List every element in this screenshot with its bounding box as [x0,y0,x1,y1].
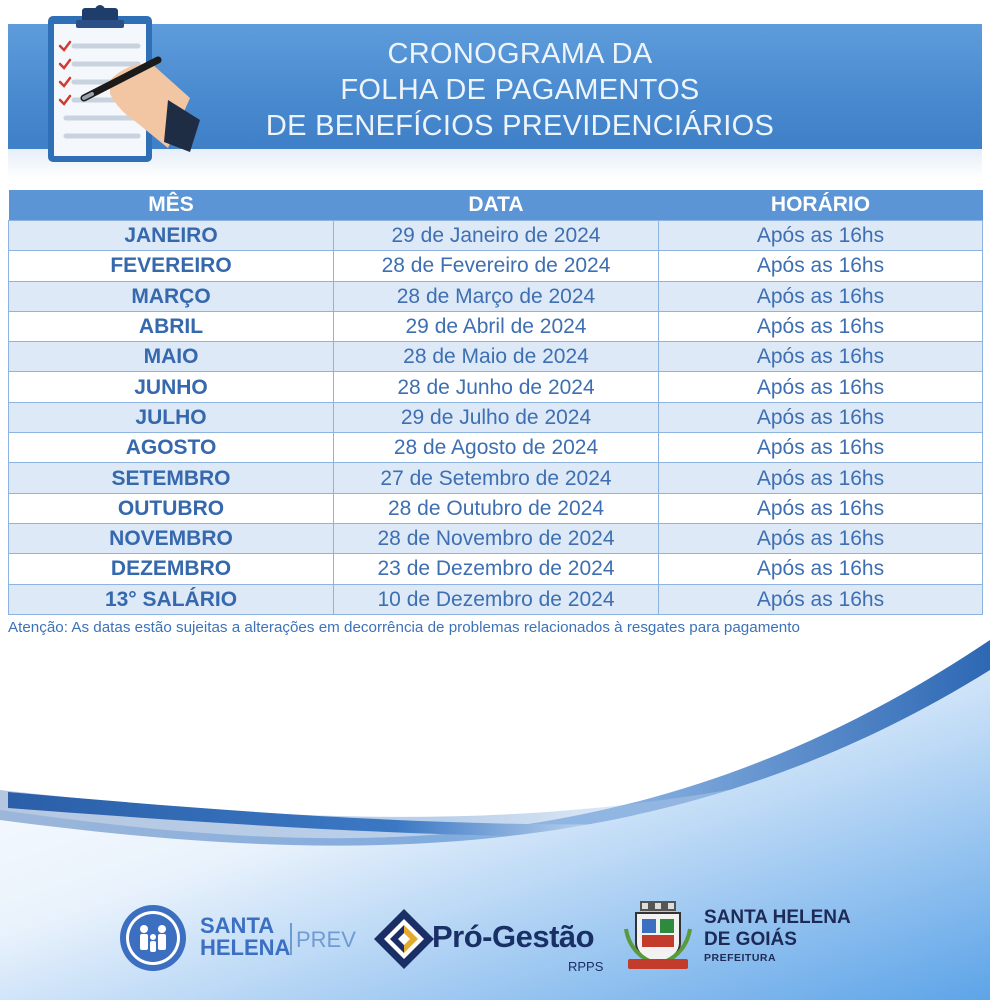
brand-suffix: PREV [296,927,356,952]
title-line-1: CRONOGRAMA DA [387,38,653,70]
table-row [9,493,983,523]
month-cell: JANEIRO [9,221,334,251]
clipboard-checklist-with-pen-icon [40,2,200,167]
date-cell: 29 de Abril de 2024 [334,311,659,341]
table-header-row [9,190,983,221]
table-row [9,251,983,281]
month-cell: FEVEREIRO [9,251,334,281]
brand-name-line-2: HELENA [200,935,291,960]
time-cell: Após as 16hs [659,402,983,432]
brand-divider [290,923,292,955]
table-row [9,311,983,341]
pro-gestao-name: Pró-Gestão [432,919,595,954]
table-row [9,342,983,372]
date-cell: 28 de Fevereiro de 2024 [334,251,659,281]
title-line-2: FOLHA DE PAGAMENTOS [340,74,700,106]
santa-helena-prev-logo [118,903,368,973]
table-row [9,433,983,463]
date-cell: 10 de Dezembro de 2024 [334,584,659,614]
date-cell: 28 de Agosto de 2024 [334,433,659,463]
table-row [9,554,983,584]
date-cell: 29 de Julho de 2024 [334,402,659,432]
table-row [9,221,983,251]
time-cell: Após as 16hs [659,584,983,614]
time-cell: Após as 16hs [659,342,983,372]
table-row [9,463,983,493]
date-cell: 28 de Novembro de 2024 [334,523,659,553]
month-cell: MARÇO [9,281,334,311]
column-header-month: MÊS [9,190,334,221]
time-cell: Após as 16hs [659,281,983,311]
month-cell: JUNHO [9,372,334,402]
pro-gestao-logo [372,901,622,981]
table-row [9,281,983,311]
pro-gestao-mark-icon [372,907,436,971]
column-header-date: DATA [334,190,659,221]
date-cell: 28 de Junho de 2024 [334,372,659,402]
table-row [9,523,983,553]
time-cell: Após as 16hs [659,372,983,402]
date-cell: 28 de Outubro de 2024 [334,493,659,523]
date-cell: 29 de Janeiro de 2024 [334,221,659,251]
date-cell: 28 de Maio de 2024 [334,342,659,372]
time-cell: Após as 16hs [659,554,983,584]
time-cell: Após as 16hs [659,493,983,523]
prefeitura-label: PREFEITURA [704,952,777,964]
month-cell: AGOSTO [9,433,334,463]
time-cell: Após as 16hs [659,221,983,251]
time-cell: Após as 16hs [659,433,983,463]
date-cell: 23 de Dezembro de 2024 [334,554,659,584]
table-row [9,402,983,432]
month-cell: JULHO [9,402,334,432]
table-row [9,584,983,614]
prefeitura-name-line-1: SANTA HELENA [704,907,851,928]
month-cell: SETEMBRO [9,463,334,493]
month-cell: DEZEMBRO [9,554,334,584]
time-cell: Após as 16hs [659,311,983,341]
prefeitura-logo [622,897,882,977]
table-row [9,372,983,402]
payment-schedule-table [8,190,983,615]
month-cell: 13° SALÁRIO [9,584,334,614]
pro-gestao-subtitle: RPPS [568,959,604,974]
time-cell: Após as 16hs [659,523,983,553]
disclaimer-notice: Atenção: As datas estão sujeitas a alterações em decorrência de problemas relacionados à resgates para pagamento [8,619,800,636]
column-header-time: HORÁRIO [659,190,983,221]
month-cell: OUTUBRO [9,493,334,523]
prefeitura-name-line-2: DE GOIÁS [704,929,797,950]
month-cell: MAIO [9,342,334,372]
title-line-3: DE BENEFÍCIOS PREVIDENCIÁRIOS [265,110,775,142]
date-cell: 27 de Setembro de 2024 [334,463,659,493]
family-icon [118,903,188,973]
time-cell: Após as 16hs [659,463,983,493]
date-cell: 28 de Março de 2024 [334,281,659,311]
brand-name-line-1: SANTA [200,913,275,938]
municipal-crest-icon [622,899,694,973]
month-cell: NOVEMBRO [9,523,334,553]
month-cell: ABRIL [9,311,334,341]
page-title [200,36,840,144]
time-cell: Após as 16hs [659,251,983,281]
partner-logos [0,895,990,985]
